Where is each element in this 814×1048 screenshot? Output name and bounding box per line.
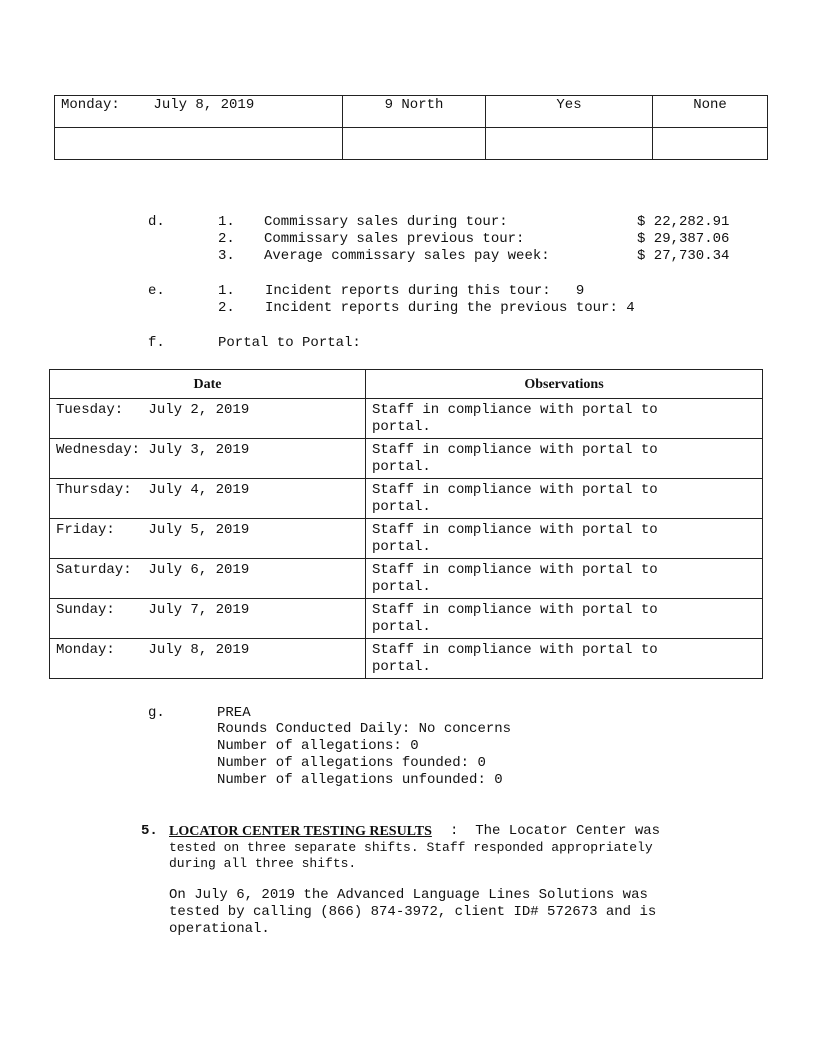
item-number: 1. [218,214,235,230]
item-number: 1. [218,283,235,299]
prea-title: PREA [217,705,251,721]
empty-cell [653,128,768,160]
incident-text: Incident reports during the previous tour: 4 [265,300,635,316]
commissary-label: Commissary sales previous tour: [264,231,525,247]
date-cell: Friday: July 5, 2019 [50,519,366,559]
commissary-value: $ 22,282.91 [637,214,730,230]
commissary-value: $ 27,730.34 [637,248,730,264]
observation-cell: Staff in compliance with portal to portal. [366,479,763,519]
section-number: 5. [141,823,158,839]
table-row [55,96,768,128]
table-row [50,599,763,639]
section-letter: g. [148,705,165,721]
commissary-label: Average commissary sales pay week: [264,248,550,264]
date-cell: Sunday: July 7, 2019 [50,599,366,639]
section-title: Portal to Portal: [218,335,361,351]
prea-line: Number of allegations unfounded: 0 [217,772,503,788]
date-cell: Monday: July 8, 2019 [50,639,366,679]
table-row [50,559,763,599]
date-cell: Saturday: July 6, 2019 [50,559,366,599]
commissary-label: Commissary sales during tour: [264,214,508,230]
observation-cell: Staff in compliance with portal to portal. [366,559,763,599]
table-header-row [50,370,763,399]
table-row [50,639,763,679]
prea-line: Number of allegations: 0 [217,738,419,754]
header-date: Date [50,370,366,399]
date-cell: Monday: July 8, 2019 [55,96,343,128]
heading-suffix: : The Locator Center was [450,823,661,839]
date-cell: Tuesday: July 2, 2019 [50,399,366,439]
portal-to-portal-table [49,369,763,679]
date-cell: Wednesday: July 3, 2019 [50,439,366,479]
observation-cell: Staff in compliance with portal to portal. [366,439,763,479]
item-number: 2. [218,231,235,247]
section-heading: LOCATOR CENTER TESTING RESULTS [169,824,432,839]
item-number: 2. [218,300,235,316]
unit-cell: 9 North [343,96,486,128]
table-row [50,519,763,559]
item-number: 3. [218,248,235,264]
table-row [50,479,763,519]
section-letter: f. [148,335,165,351]
prea-line: Rounds Conducted Daily: No concerns [217,721,512,737]
observation-cell: Staff in compliance with portal to portal. [366,639,763,679]
empty-cell [486,128,653,160]
observation-cell: Staff in compliance with portal to portal. [366,599,763,639]
table-row [50,399,763,439]
date-cell: Thursday: July 4, 2019 [50,479,366,519]
section-letter: d. [148,214,165,230]
empty-cell [55,128,343,160]
table-row [50,439,763,479]
header-observations: Observations [366,370,763,399]
incident-text: Incident reports during this tour: 9 [265,283,585,299]
empty-cell [343,128,486,160]
observation-cell: Staff in compliance with portal to portal. [366,519,763,559]
table-row [55,128,768,160]
notes-cell: None [653,96,768,128]
paragraph-2: On July 6, 2019 the Advanced Language Lines Solutions was tested by calling (866) 874-3972, client ID# 572673 and is operational. [169,887,657,937]
prea-line: Number of allegations founded: 0 [217,755,486,771]
status-cell: Yes [486,96,653,128]
unit-inspection-table [54,95,768,160]
section-letter: e. [148,283,165,299]
commissary-value: $ 29,387.06 [637,231,730,247]
observation-cell: Staff in compliance with portal to portal. [366,399,763,439]
paragraph-1: tested on three separate shifts. Staff responded appropriately during all three shifts. [169,840,653,871]
